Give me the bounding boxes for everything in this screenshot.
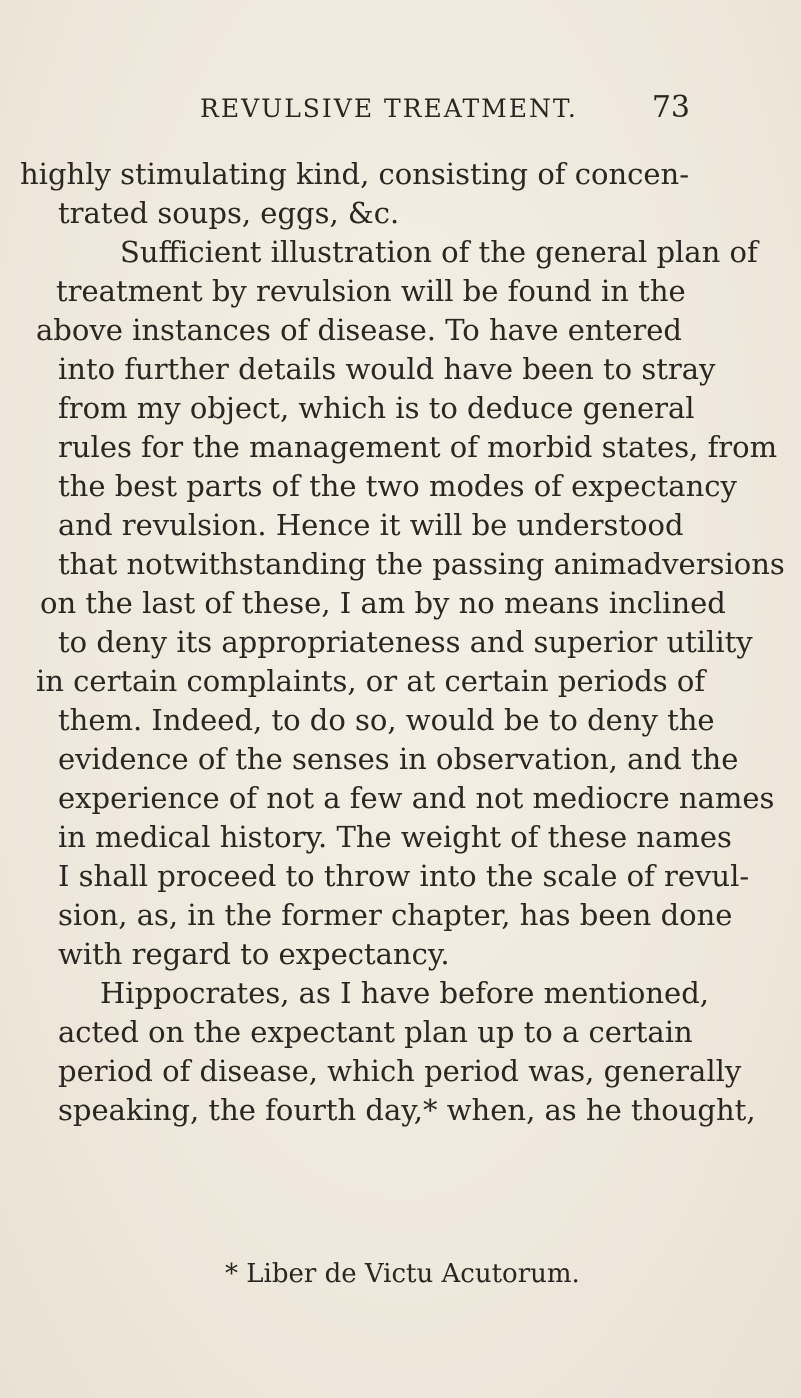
- text-line: above instances of disease. To have entered: [36, 313, 682, 347]
- text-line: highly stimulating kind, consisting of concen-: [20, 157, 690, 191]
- text-line: evidence of the senses in observation, and the: [58, 742, 739, 776]
- text-line: I shall proceed to throw into the scale of revul-: [58, 859, 750, 893]
- page-number: 73: [651, 90, 690, 125]
- text-line: Hippocrates, as I have before mentioned,: [100, 976, 709, 1010]
- text-line: speaking, the fourth day,* when, as he thought,: [58, 1093, 756, 1127]
- footnote: * Liber de Victu Acutorum.: [225, 1259, 580, 1289]
- running-title: REVULSIVE TREATMENT.: [200, 94, 578, 123]
- text-line: sion, as, in the former chapter, has been done: [58, 898, 733, 932]
- text-line: trated soups, eggs, &c.: [58, 196, 400, 230]
- text-line: in certain complaints, or at certain periods of: [36, 664, 706, 698]
- text-line: the best parts of the two modes of expectancy: [58, 469, 737, 503]
- text-line: experience of not a few and not mediocre names: [58, 781, 775, 815]
- text-line: treatment by revulsion will be found in the: [56, 274, 686, 308]
- text-line: rules for the management of morbid states, from: [58, 430, 778, 464]
- text-line: on the last of these, I am by no means inclined: [40, 586, 726, 620]
- text-line: to deny its appropriateness and superior utility: [58, 625, 753, 659]
- text-line: with regard to expectancy.: [58, 937, 450, 971]
- text-line: and revulsion. Hence it will be understood: [58, 508, 684, 542]
- text-line: them. Indeed, to do so, would be to deny the: [58, 703, 715, 737]
- text-line: in medical history. The weight of these names: [58, 820, 732, 854]
- text-line: into further details would have been to stray: [58, 352, 716, 386]
- text-line: acted on the expectant plan up to a certain: [58, 1015, 693, 1049]
- text-line: Sufficient illustration of the general plan of: [120, 235, 758, 269]
- running-header: [200, 90, 690, 134]
- text-line: period of disease, which period was, generally: [58, 1054, 742, 1088]
- text-line: from my object, which is to deduce general: [58, 391, 695, 425]
- text-line: that notwithstanding the passing animadversions: [58, 547, 785, 581]
